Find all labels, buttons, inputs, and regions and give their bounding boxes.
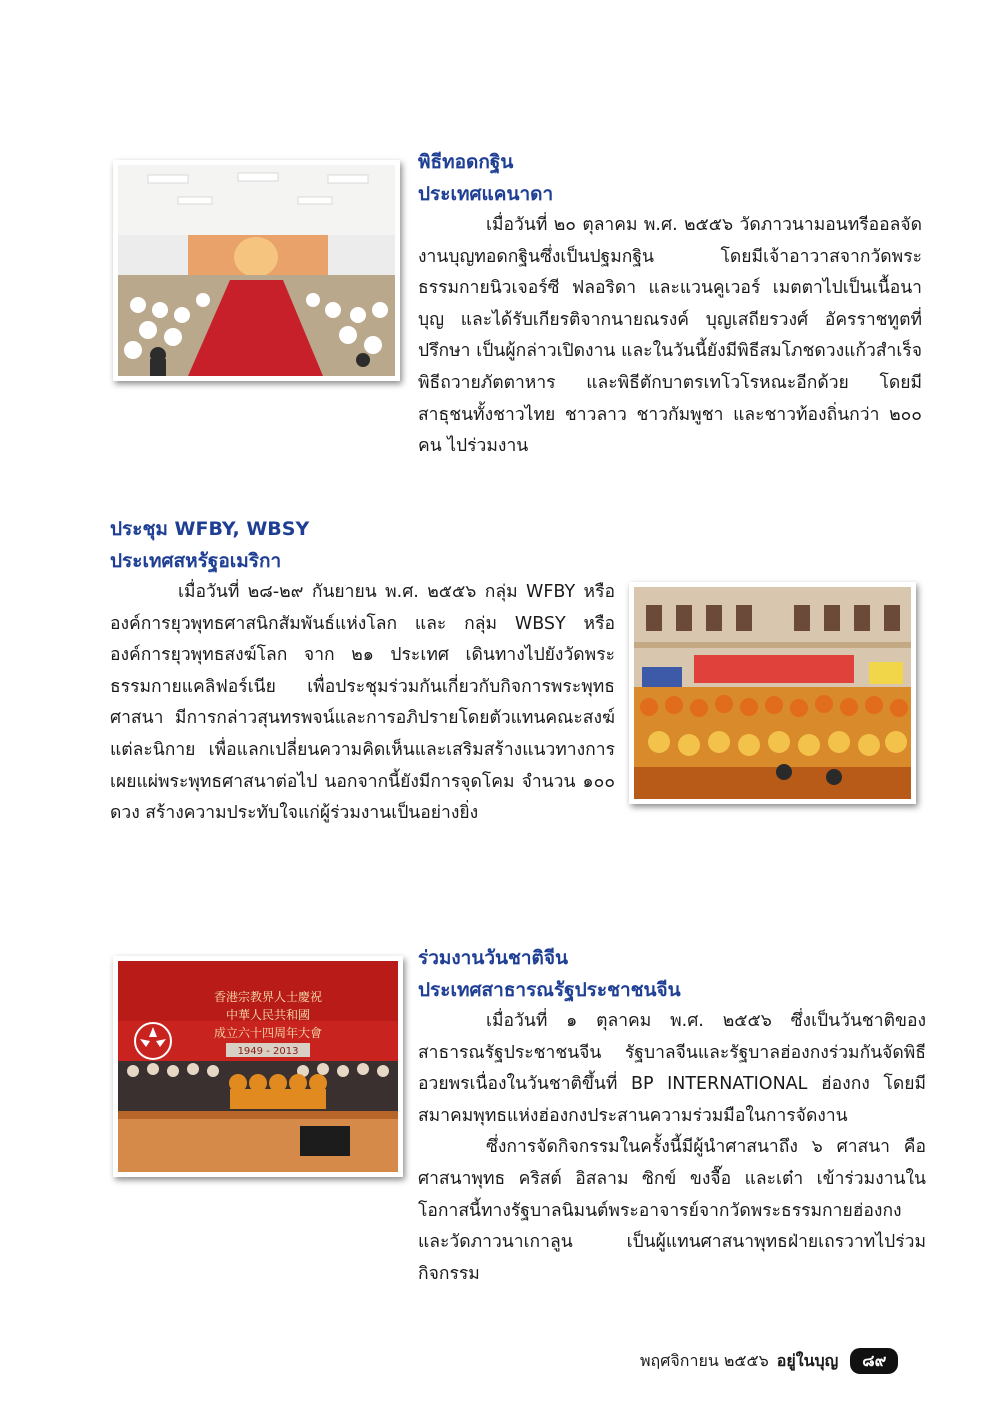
paragraph: เมื่อวันที่ ๑ ตุลาคม พ.ศ. ๒๕๕๖ ซึ่งเป็นวันชาติของสาธารณรัฐประชาชนจีน รัฐบาลจีนและรัฐบาลฮ่องกงร่วมกันจัดพิธีอวยพรเนื่องในวันชาติขึ้นที่ BP INTERNATIONAL ฮ่องกง โดยมีสมาคมพุทธแห่งฮ่องกงประสานความร่วมมือในการจัดงาน bbox=[418, 1011, 926, 1126]
photo-wfby-group bbox=[629, 582, 916, 804]
celebration-stage-image bbox=[118, 961, 398, 1172]
page-number: ๘๙ bbox=[850, 1348, 898, 1374]
section-wfby bbox=[110, 513, 615, 830]
banner-years: 1949 - 2013 bbox=[237, 1046, 299, 1057]
section-subtitle: ประเทศแคนาดา bbox=[418, 183, 554, 205]
section-subtitle: ประเทศสหรัฐอเมริกา bbox=[110, 550, 282, 572]
photo-china-national-day bbox=[113, 956, 403, 1177]
group-photo-image bbox=[634, 587, 911, 799]
section-china-national-day bbox=[418, 942, 926, 1290]
section-subtitle: ประเทศสาธารณรัฐประชาชนจีน bbox=[418, 979, 681, 1001]
magazine-name: อยู่ในบุญ bbox=[776, 1351, 839, 1370]
paragraph: เมื่อวันที่ ๒๘-๒๙ กันยายน พ.ศ. ๒๕๕๖ กลุ่ม WFBY หรือองค์การยุวพุทธศาสนิกสัมพันธ์แห่งโลก และ กลุ่ม WBSY หรือองค์การยุวพุทธสงฆ์โลก จาก ๒๑ ประเทศ เดินทางไปยังวัดพระธรรมกายแคลิฟอร์เนีย เพื่อประชุมร่วมกันเกี่ยวกับกิจการพระพุทธศาสนา มีการกล่าวสุนทรพจน์และการอภิปรายโดยตัวแทนคณะสงฆ์แต่ละนิกาย เพื่อแลกเปลี่ยนความคิดเห็นและเสริมสร้างแนวทางการเผยแผ่พระพุทธศาสนาต่อไป นอกจากนี้ยังมีการจุดโคม จำนวน ๑๐๐ ดวง สร้างความประทับใจแก่ผู้ร่วมงานเป็นอย่างยิ่ง bbox=[110, 582, 615, 824]
section-title: ประชุม WFBY, WBSY bbox=[110, 518, 310, 540]
page-footer bbox=[640, 1348, 898, 1374]
paragraph: ซึ่งการจัดกิจกรรมในครั้งนี้มีผู้นำศาสนาถึง ๖ ศาสนา คือ ศาสนาพุทธ คริสต์ อิสลาม ซิกข์ ขงจื๊อ และเต๋า เข้าร่วมงานในโอกาสนี้ทางรัฐบาลนิมนต์พระอาจารย์จากวัดพระธรรมกายฮ่องกงและวัดภาวนาเกาลูน เป็นผู้แทนศาสนาพุทธฝ่ายเถรวาทไปร่วมกิจกรรม bbox=[418, 1137, 926, 1284]
section-kathina bbox=[418, 146, 922, 463]
section-body bbox=[418, 210, 922, 463]
banner-line-3: 成立六十四周年大會 bbox=[213, 1026, 323, 1040]
banner-line-2: 中華人民共和國 bbox=[225, 1008, 311, 1022]
section-title: ร่วมงานวันชาติจีน bbox=[418, 947, 569, 969]
section-body bbox=[418, 1006, 926, 1290]
issue-date: พฤศจิกายน ๒๕๕๖ bbox=[640, 1351, 769, 1370]
photo-kathina-ceremony bbox=[113, 160, 400, 381]
banner-line-1: 香港宗教界人士慶祝 bbox=[213, 990, 323, 1004]
temple-hall-image bbox=[118, 165, 395, 376]
paragraph: เมื่อวันที่ ๒๐ ตุลาคม พ.ศ. ๒๕๕๖ วัดภาวนามอนทรีออลจัดงานบุญทอดกฐินซึ่งเป็นปฐมกฐิน โดยมีเจ้าอาวาสจากวัดพระธรรมกายนิวเจอร์ซี ฟลอริดา และแวนคูเวอร์ เมตตาไปเป็นเนื้อนาบุญ และได้รับเกียรติจากนายณรงค์ บุญเสถียรวงศ์ อัครราชทูตที่ปรึกษา เป็นผู้กล่าวเปิดงาน และในวันนี้ยังมีพิธีสมโภชดวงแก้วสำเร็จ พิธีถวายภัตตาหาร และพิธีตักบาตรเทโวโรหณะอีกด้วย โดยมีสาธุชนทั้งชาวไทย ชาวลาว ชาวกัมพูชา และชาวท้องถิ่นกว่า ๒๐๐ คน ไปร่วมงาน bbox=[418, 215, 922, 457]
section-title: พิธีทอดกฐิน bbox=[418, 151, 514, 173]
section-body bbox=[110, 577, 615, 830]
